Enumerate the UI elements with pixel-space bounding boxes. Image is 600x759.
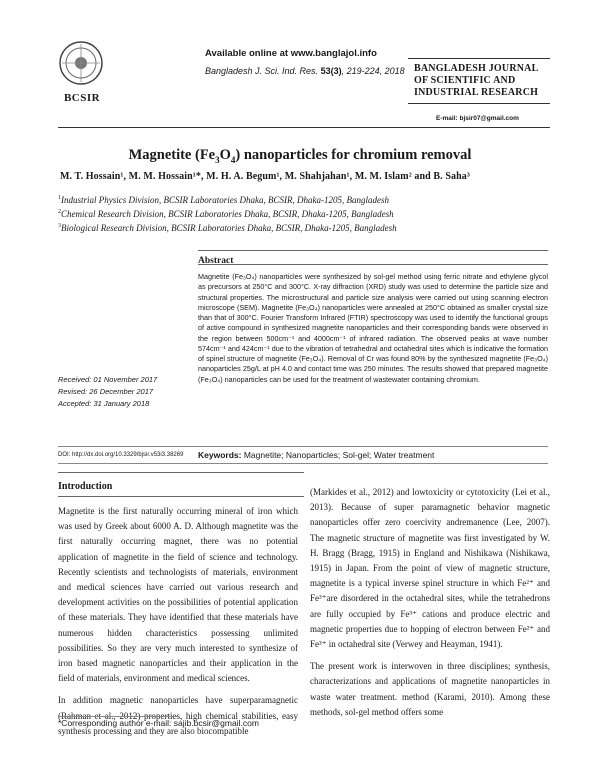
keywords-rule-top [58,446,548,447]
footnote-rule [58,716,178,717]
intro-paragraph-4: The present work is interwoven in three disciplines; synthesis, characterizations and applications of magnetite nanoparticles in waste water treatment. method (Karami, 2010). Among these methods, sol-gel method offers some [310,661,550,717]
affiliation-3: $^3$Biological Research Division, BCSIR Laboratories Dhaka, BCSIR, Dhaka-1205, Bangladesh [58,223,397,233]
received-date: Received: 01 November 2017 [58,375,158,384]
revised-date: Revised: 26 December 2017 [58,387,154,396]
abstract-rule-bottom [198,264,548,265]
column-right [310,485,550,720]
citation: Bangladesh J. Sci. Ind. Res. 53(3), 219-224, 2018 [205,66,405,76]
available-online: Available online at www.banglajol.info [205,48,377,59]
journal-line-2: OF SCIENTIFIC AND [414,75,516,86]
journal-email: E-mail: bjsir07@gmail.com [436,115,519,122]
accepted-date: Accepted: 31 January 2018 [58,399,150,408]
journal-line-1: BANGLADESH JOURNAL [414,63,539,74]
journal-name-box [408,58,550,104]
keywords-rule-bottom [58,463,548,464]
paper-title: Magnetite $(Fe_3O_4)$ nanoparticles for chromium removal [128,147,472,165]
bcsir-logo [58,40,104,86]
intro-paragraph-2: In addition magnetic nanoparticles have superparamagnetic (Rahman et al., 2012) properties, high chemical stabilities, easy synthesis processing and they are also biocompatible [58,695,298,736]
doi-link[interactable]: DOI: http://dx.doi.org/10.3329/bjsir.v53i3.38269 [58,452,184,458]
intro-paragraph-1: Magnetite is the first naturally occurring mineral of iron which was used by Greek about 6000 A. D. Although magnetite was the first naturally occurring magnet, there was no potential application of magnetite in the field of science and technology. Recently scientists and technologists of materials, environment and medical sciences have carried out various research and development activities on the possibilities of potential application of these materials. They have identified that these materials have numerous hidden characteristics possessing unlimited possibilities. So they are very much interested to synthesize of iron based magnetic nanoparticles and their application in the field of materials, environment and medical sciences. [58,506,298,684]
affiliation-2: $^2$Chemical Research Division, BCSIR Laboratories Dhaka, BCSIR, Dhaka-1205, Bangladesh [58,209,394,219]
affiliation-1: $^1$Industrial Physics Division, BCSIR Laboratories Dhaka, BCSIR, Dhaka-1205, Bangladesh [58,195,389,205]
header-rule [58,127,550,128]
intro-rule-bottom [58,496,304,497]
column-left [58,504,298,739]
abstract-body: Magnetite (Fe₃O₄) nanoparticles were synthesized by sol-gel method using ferric nitrate and ethylene glycol as precursors at 250°C and 300°C. X-ray diffraction (XRD) study was used to determine the particle size and structural properties. The microstructural and particle size analysis were carried out using scanning electron microscope (SEM). Magnetite (Fe₃O₄) nanoparticles were annealed at 250°C obtained as smaller crystal size than that of 300°C. Fourier Transform Infrared (FTIR) spectroscopy was used to identify the functional groups of active compound in synthesized magnetite nanoparticles and their corresponding bands were observed in the region between 500cm⁻¹ and 4000cm⁻¹ of infrared radiation. The observed peaks at wave number 574cm⁻¹ and 424cm⁻¹ due to the vibration of tetrahedral and octahedral sites which is indicative the formation of spinel structure of magnetite (Fe₃O₄). Removal of Cr was found 80% by the synthesized magnetite (Fe₃O₄) nanoparticles 25g/L at pH 4.0 and contact time was 250 minutes. The results showed that prepared magnetite (Fe₃O₄) nanoparticles can be used for the treatment of wastewater containing chromium. [198,272,548,384]
abstract-rule-top [198,250,548,251]
intro-rule-top [58,472,304,473]
introduction-heading: Introduction [58,481,113,492]
logo-text: BCSIR [63,92,101,104]
author-list: M. T. Hossain¹, M. M. Hossain¹*, M. H. A. Begum¹, M. Shahjahan¹, M. M. Islam² and B. Saha³ [60,171,471,182]
corresponding-author-footnote: *Corresponding author e-mail: sajib.bcsir@gmail.com [58,718,259,728]
intro-paragraph-3: (Markides et al., 2012) and lowtoxicity or cytotoxicity (Lei et al., 2013). Because of super paramagnetic behavior magnetic nanoparticles offer zero coercivity andremanence (Lee, 2007). The magnetic structure of magnetite was first investigated by W. H. Bragg (Bragg, 1915) in England and Nishikawa (Nishikawa, 1915) in Japan. From the point of view of magnetic structure, magnetite is a typical inverse spinel structure in which Fe²⁺ and Fe³⁺are disordered in the octahedral sites, while the tetrahedrons are fully occupied by Fe³⁺ cations and produce electric and magnetic properties due to hopping of electron between Fe²⁺ and Fe³⁺ in octahedral site (Verwey and Heayman, 1941). [310,487,550,650]
abstract-heading: Abstract [198,256,234,266]
keywords: Keywords: Magnetite; Nanoparticles; Sol-gel; Water treatment [198,450,435,460]
journal-line-3: INDUSTRIAL RESEARCH [414,87,539,98]
